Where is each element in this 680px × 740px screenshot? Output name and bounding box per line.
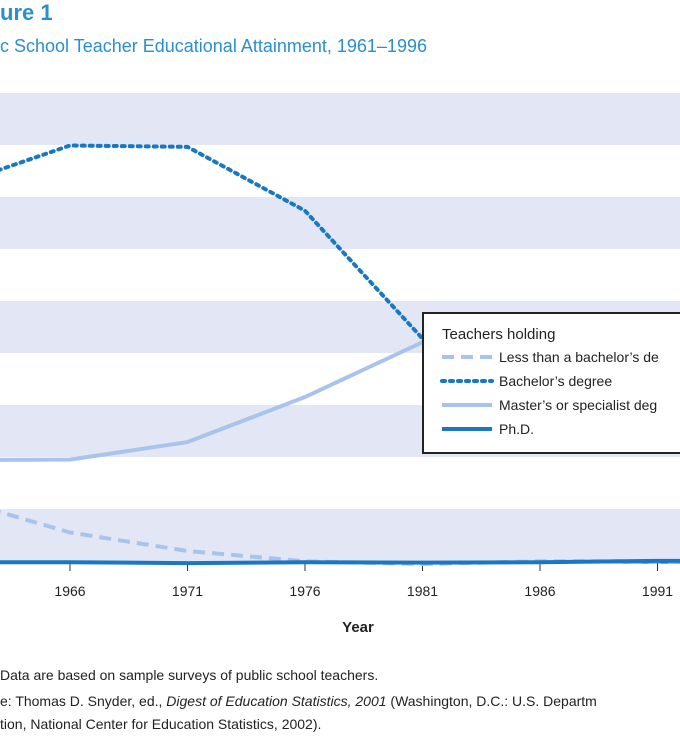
- legend-title: Teachers holding: [442, 326, 556, 343]
- x-tick-label: 1971: [171, 583, 204, 599]
- chart-source: [0, 693, 597, 709]
- source-title: Digest of Education Statistics, 2001: [166, 693, 387, 709]
- legend: [423, 313, 680, 453]
- x-tick-label: 1966: [54, 583, 86, 599]
- grid-band: [0, 509, 680, 561]
- series-line-ph-d: [0, 561, 680, 563]
- x-tick-label: 1991: [641, 583, 674, 599]
- chart-source-line2: tion, National Center for Education Statistics, 2002).: [0, 716, 322, 732]
- x-axis-title: Year: [342, 619, 374, 636]
- figure-subtitle: c School Teacher Educational Attainment, 1961–1996: [0, 36, 427, 56]
- x-tick-label: 1981: [406, 583, 439, 599]
- legend-label-bachelor-s-degree: Bachelor’s degree: [499, 373, 613, 389]
- x-tick-label: 1976: [289, 583, 321, 599]
- legend-label-less-than-a-bachelor-s-degree: Less than a bachelor’s de: [499, 349, 659, 365]
- figure-title: ure 1: [0, 0, 53, 25]
- grid-band: [0, 197, 680, 249]
- grid-band: [0, 93, 680, 145]
- chart-note: Data are based on sample surveys of public school teachers.: [0, 667, 379, 683]
- legend-label-ph-d: Ph.D.: [499, 421, 535, 437]
- legend-label-master-s-or-specialist-degree: Master’s or specialist deg: [499, 397, 658, 413]
- x-tick-label: 1986: [524, 583, 556, 599]
- source-suffix: (Washington, D.C.: U.S. Departm: [386, 693, 597, 709]
- source-prefix: e: Thomas D. Snyder, ed.,: [0, 693, 167, 709]
